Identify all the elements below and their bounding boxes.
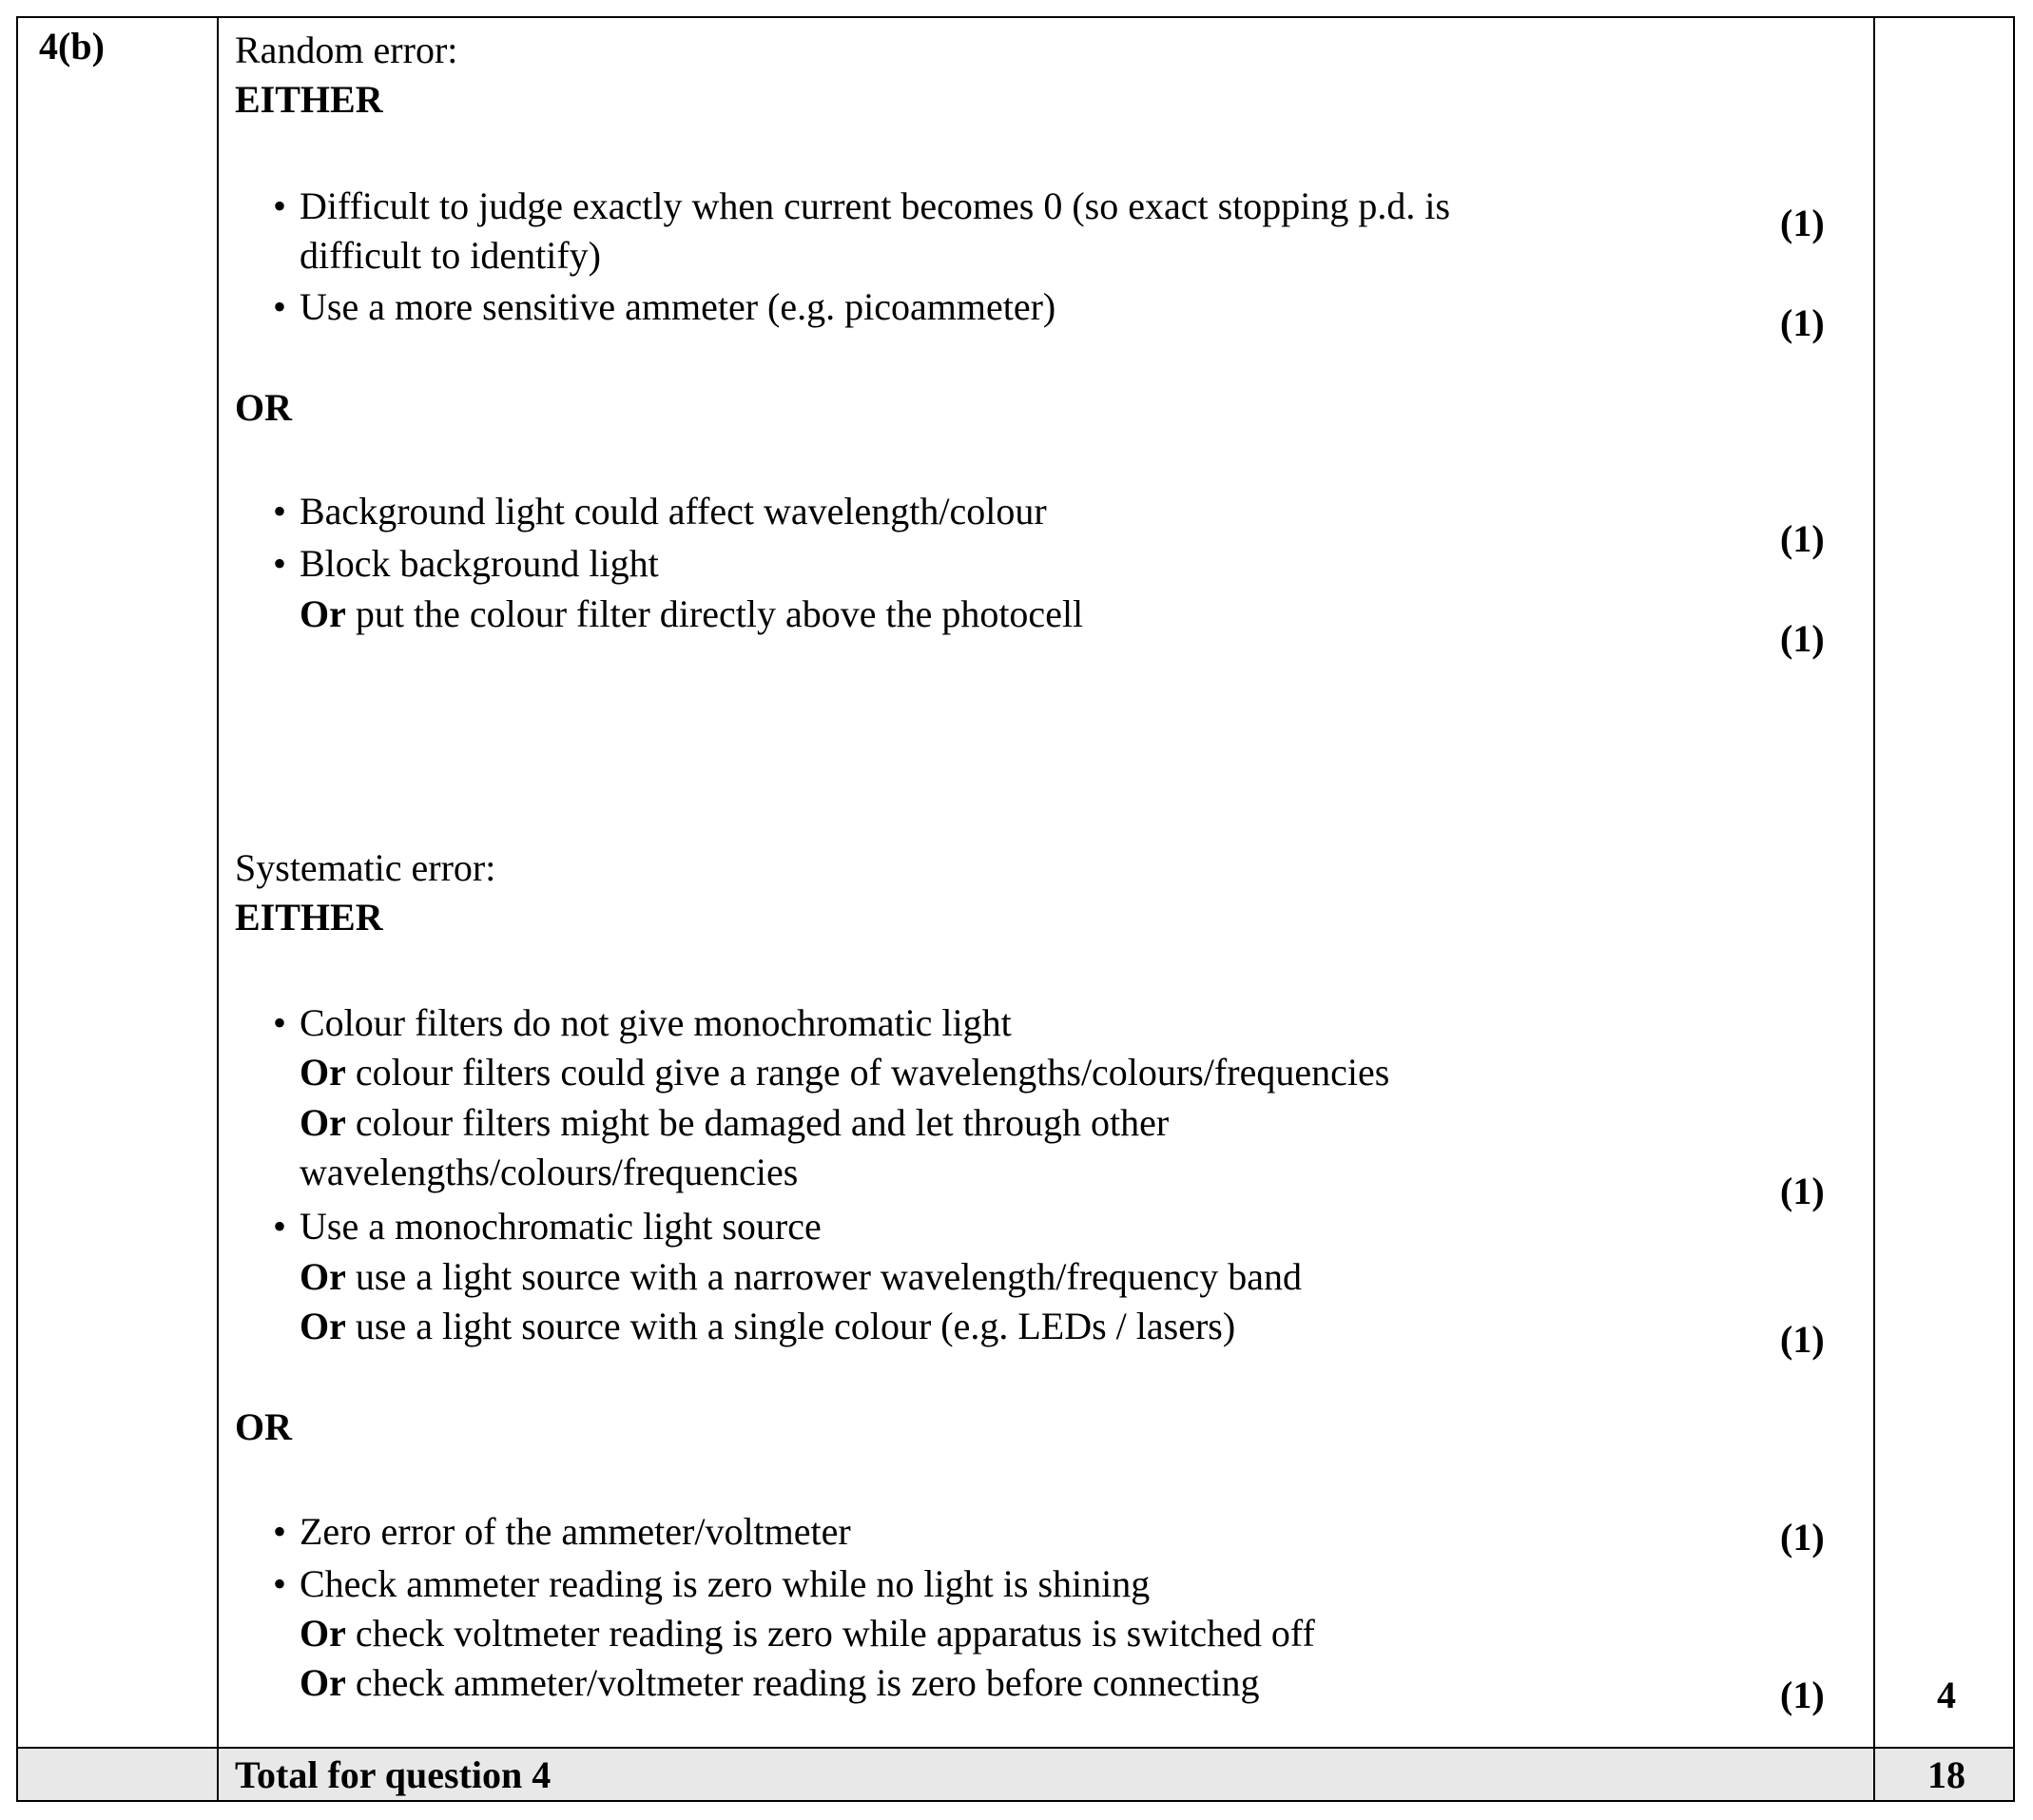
- answer-line: difficult to identify): [300, 234, 601, 277]
- or-word: Or: [300, 1612, 346, 1655]
- answer-line: [300, 1098, 1169, 1148]
- or-label: OR: [235, 386, 292, 429]
- answer-line: [300, 590, 1083, 639]
- random-error-heading: Random error:: [235, 29, 458, 71]
- answer-line: [300, 1609, 1315, 1658]
- answer-line: Use a more sensitive ammeter (e.g. picoammeter): [300, 285, 1056, 328]
- bullet-icon: •: [273, 1562, 287, 1605]
- or-word: Or: [300, 1305, 346, 1347]
- mark-value: (1): [1780, 1318, 1825, 1361]
- answer-text: colour filters could give a range of wavelengths/colours/frequencies: [345, 1051, 1390, 1094]
- answer-line: Difficult to judge exactly when current becomes 0 (so exact stopping p.d. is: [300, 184, 1451, 227]
- bullet-icon: •: [273, 1001, 287, 1044]
- part-total-marks: 4: [1937, 1674, 1956, 1716]
- bullet-icon: •: [273, 1205, 287, 1248]
- bullet-icon: •: [273, 1510, 287, 1553]
- or-word: Or: [300, 1255, 346, 1298]
- bullet-icon: •: [273, 285, 287, 328]
- bullet-icon: •: [273, 490, 287, 532]
- mark-value: (1): [1780, 1674, 1825, 1716]
- mark-value: (1): [1780, 301, 1825, 344]
- total-label: Total for question 4: [235, 1753, 552, 1796]
- answer-line: wavelengths/colours/frequencies: [300, 1151, 799, 1193]
- bullet-icon: •: [273, 542, 287, 585]
- total-value: 18: [1927, 1753, 1965, 1796]
- either-label: EITHER: [235, 78, 383, 121]
- or-word: Or: [300, 1101, 346, 1144]
- or-word: Or: [300, 1051, 346, 1094]
- question-number: 4(b): [39, 25, 105, 68]
- mark-value: (1): [1780, 1516, 1825, 1559]
- systematic-error-heading: Systematic error:: [235, 846, 496, 889]
- bullet-icon: •: [273, 184, 287, 227]
- mark-value: (1): [1780, 617, 1825, 660]
- answer-line: [300, 1658, 1260, 1708]
- mark-value: (1): [1780, 202, 1825, 244]
- mark-scheme-table: [16, 16, 2017, 1804]
- answer-text: use a light source with a single colour (e.g. LEDs / lasers): [345, 1305, 1236, 1347]
- answer-line: [300, 1048, 1389, 1097]
- answer-line: [300, 1252, 1302, 1302]
- or-word: Or: [300, 1661, 346, 1704]
- answer-text: colour filters might be damaged and let through other: [345, 1101, 1170, 1144]
- answer-line: [300, 1302, 1235, 1351]
- column-divider: [1873, 16, 1875, 1802]
- mark-value: (1): [1780, 1170, 1825, 1212]
- column-divider: [217, 16, 219, 1802]
- answer-line: Block background light: [300, 542, 659, 585]
- answer-line: Colour filters do not give monochromatic light: [300, 1001, 1012, 1044]
- answer-text: put the colour filter directly above the photocell: [345, 592, 1084, 635]
- answer-line: Background light could affect wavelength/colour: [300, 490, 1047, 532]
- answer-text: check voltmeter reading is zero while apparatus is switched off: [345, 1612, 1315, 1655]
- answer-text: check ammeter/voltmeter reading is zero before connecting: [345, 1661, 1260, 1704]
- answer-line: Check ammeter reading is zero while no light is shining: [300, 1562, 1151, 1605]
- answer-line: Zero error of the ammeter/voltmeter: [300, 1510, 851, 1553]
- or-label: OR: [235, 1405, 292, 1448]
- mark-value: (1): [1780, 517, 1825, 560]
- either-label: EITHER: [235, 896, 383, 939]
- or-word: Or: [300, 592, 346, 635]
- answer-text: use a light source with a narrower wavelength/frequency band: [345, 1255, 1303, 1298]
- answer-line: Use a monochromatic light source: [300, 1205, 822, 1248]
